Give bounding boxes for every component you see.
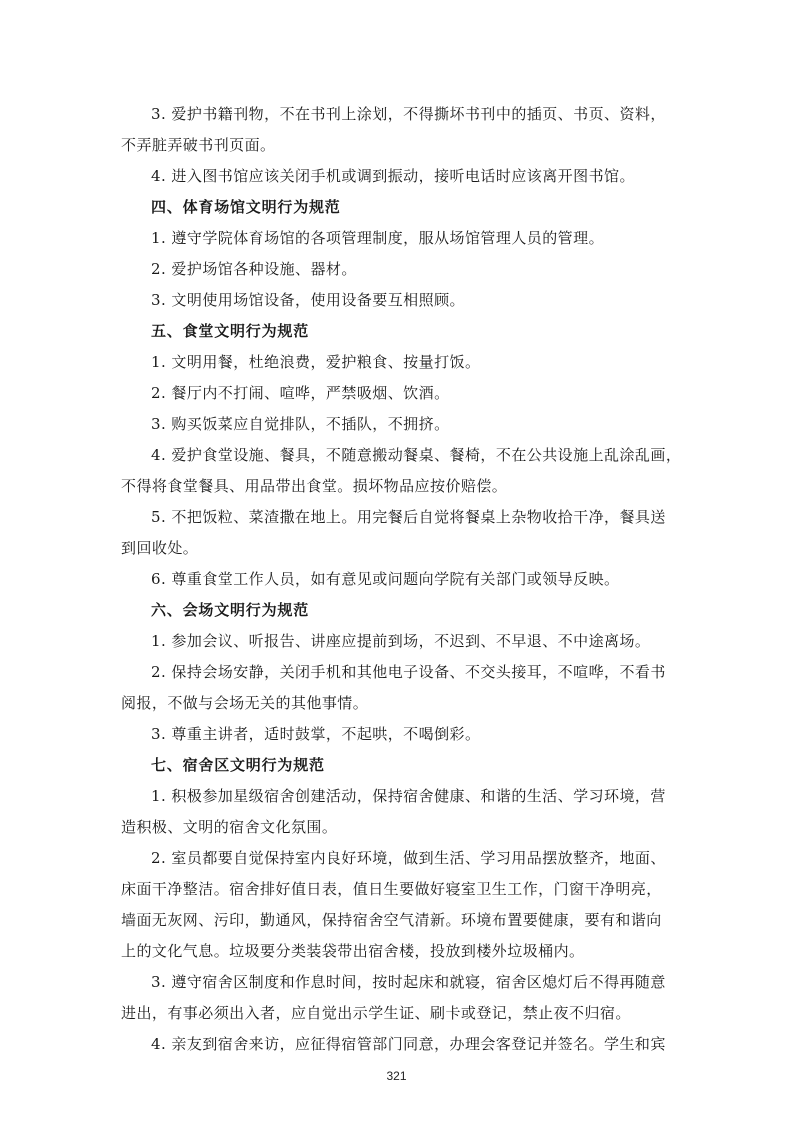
body-line: 6. 尊重食堂工作人员，如有意见或问题向学院有关部门或领导反映。 [151, 570, 620, 588]
body-line: 3. 爱护书籍刊物，不在书刊上涂划，不得撕坏书刊中的插页、书页、资料， [151, 105, 666, 123]
body-line: 4. 进入图书馆应该关闭手机或调到振动，接听电话时应该离开图书馆。 [151, 167, 635, 185]
body-line: 1. 文明用餐，杜绝浪费，爱护粮食、按量打饭。 [151, 353, 481, 371]
body-line: 4. 爱护食堂设施、餐具，不随意搬动餐桌、餐椅，不在公共设施上乱涂乱画， [151, 446, 682, 464]
body-line: 1. 遵守学院体育场馆的各项管理制度，服从场馆管理人员的管理。 [151, 229, 605, 247]
body-line: 5. 不把饭粒、菜渣撒在地上。用完餐后自觉将餐桌上杂物收拾干净，餐具送 [151, 508, 666, 526]
body-line: 2. 餐厅内不打闹、喧哗，严禁吸烟、饮酒。 [151, 384, 450, 402]
body-line: 1. 积极参加星级宿舍创建活动，保持宿舍健康、和谐的生活、学习环境，营 [151, 787, 666, 805]
body-line: 3. 购买饭菜应自觉排队，不插队，不拥挤。 [151, 415, 450, 433]
body-line: 1. 参加会议、听报告、讲座应提前到场，不迟到、不早退、不中途离场。 [151, 632, 651, 650]
body-line: 4. 亲友到宿舍来访，应征得宿管部门同意，办理会客登记并签名。学生和宾 [151, 1035, 666, 1053]
body-line: 造积极、文明的宿舍文化氛围。 [121, 818, 338, 836]
body-line: 2. 室员都要自觉保持室内良好环境，做到生活、学习用品摆放整齐，地面、 [151, 849, 666, 867]
body-line: 床面干净整洁。宿舍排好值日表，值日生要做好寝室卫生工作，门窗干净明亮， [121, 880, 662, 898]
body-line: 不弄脏弄破书刊页面。 [121, 136, 276, 154]
body-line: 上的文化气息。垃圾要分类装袋带出宿舍楼，投放到楼外垃圾桶内。 [121, 942, 585, 960]
body-line: 2. 保持会场安静，关闭手机和其他电子设备、不交头接耳，不喧哗，不看书 [151, 663, 666, 681]
section-heading: 七、宿舍区文明行为规范 [151, 756, 325, 774]
section-heading: 六、会场文明行为规范 [151, 601, 310, 619]
body-line: 阅报，不做与会场无关的其他事情。 [121, 694, 369, 712]
body-line: 2. 爱护场馆各种设施、器材。 [151, 260, 357, 278]
body-line: 墙面无灰网、污印，勤通风，保持宿舍空气清新。环境布置要健康，要有和谐向 [121, 911, 662, 929]
body-line: 3. 尊重主讲者，适时鼓掌，不起哄，不喝倒彩。 [151, 725, 481, 743]
section-heading: 四、体育场馆文明行为规范 [151, 198, 341, 216]
body-line: 3. 文明使用场馆设备，使用设备要互相照顾。 [151, 291, 465, 309]
section-heading: 五、食堂文明行为规范 [151, 322, 310, 340]
body-line: 不得将食堂餐具、用品带出食堂。损坏物品应按价赔偿。 [121, 477, 508, 495]
body-line: 3. 遵守宿舍区制度和作息时间，按时起床和就寝，宿舍区熄灯后不得再随意 [151, 973, 666, 991]
page-number: 321 [386, 1069, 407, 1083]
body-line: 到回收处。 [121, 539, 199, 557]
body-line: 进出，有事必须出入者，应自觉出示学生证、刷卡或登记，禁止夜不归宿。 [121, 1004, 631, 1022]
